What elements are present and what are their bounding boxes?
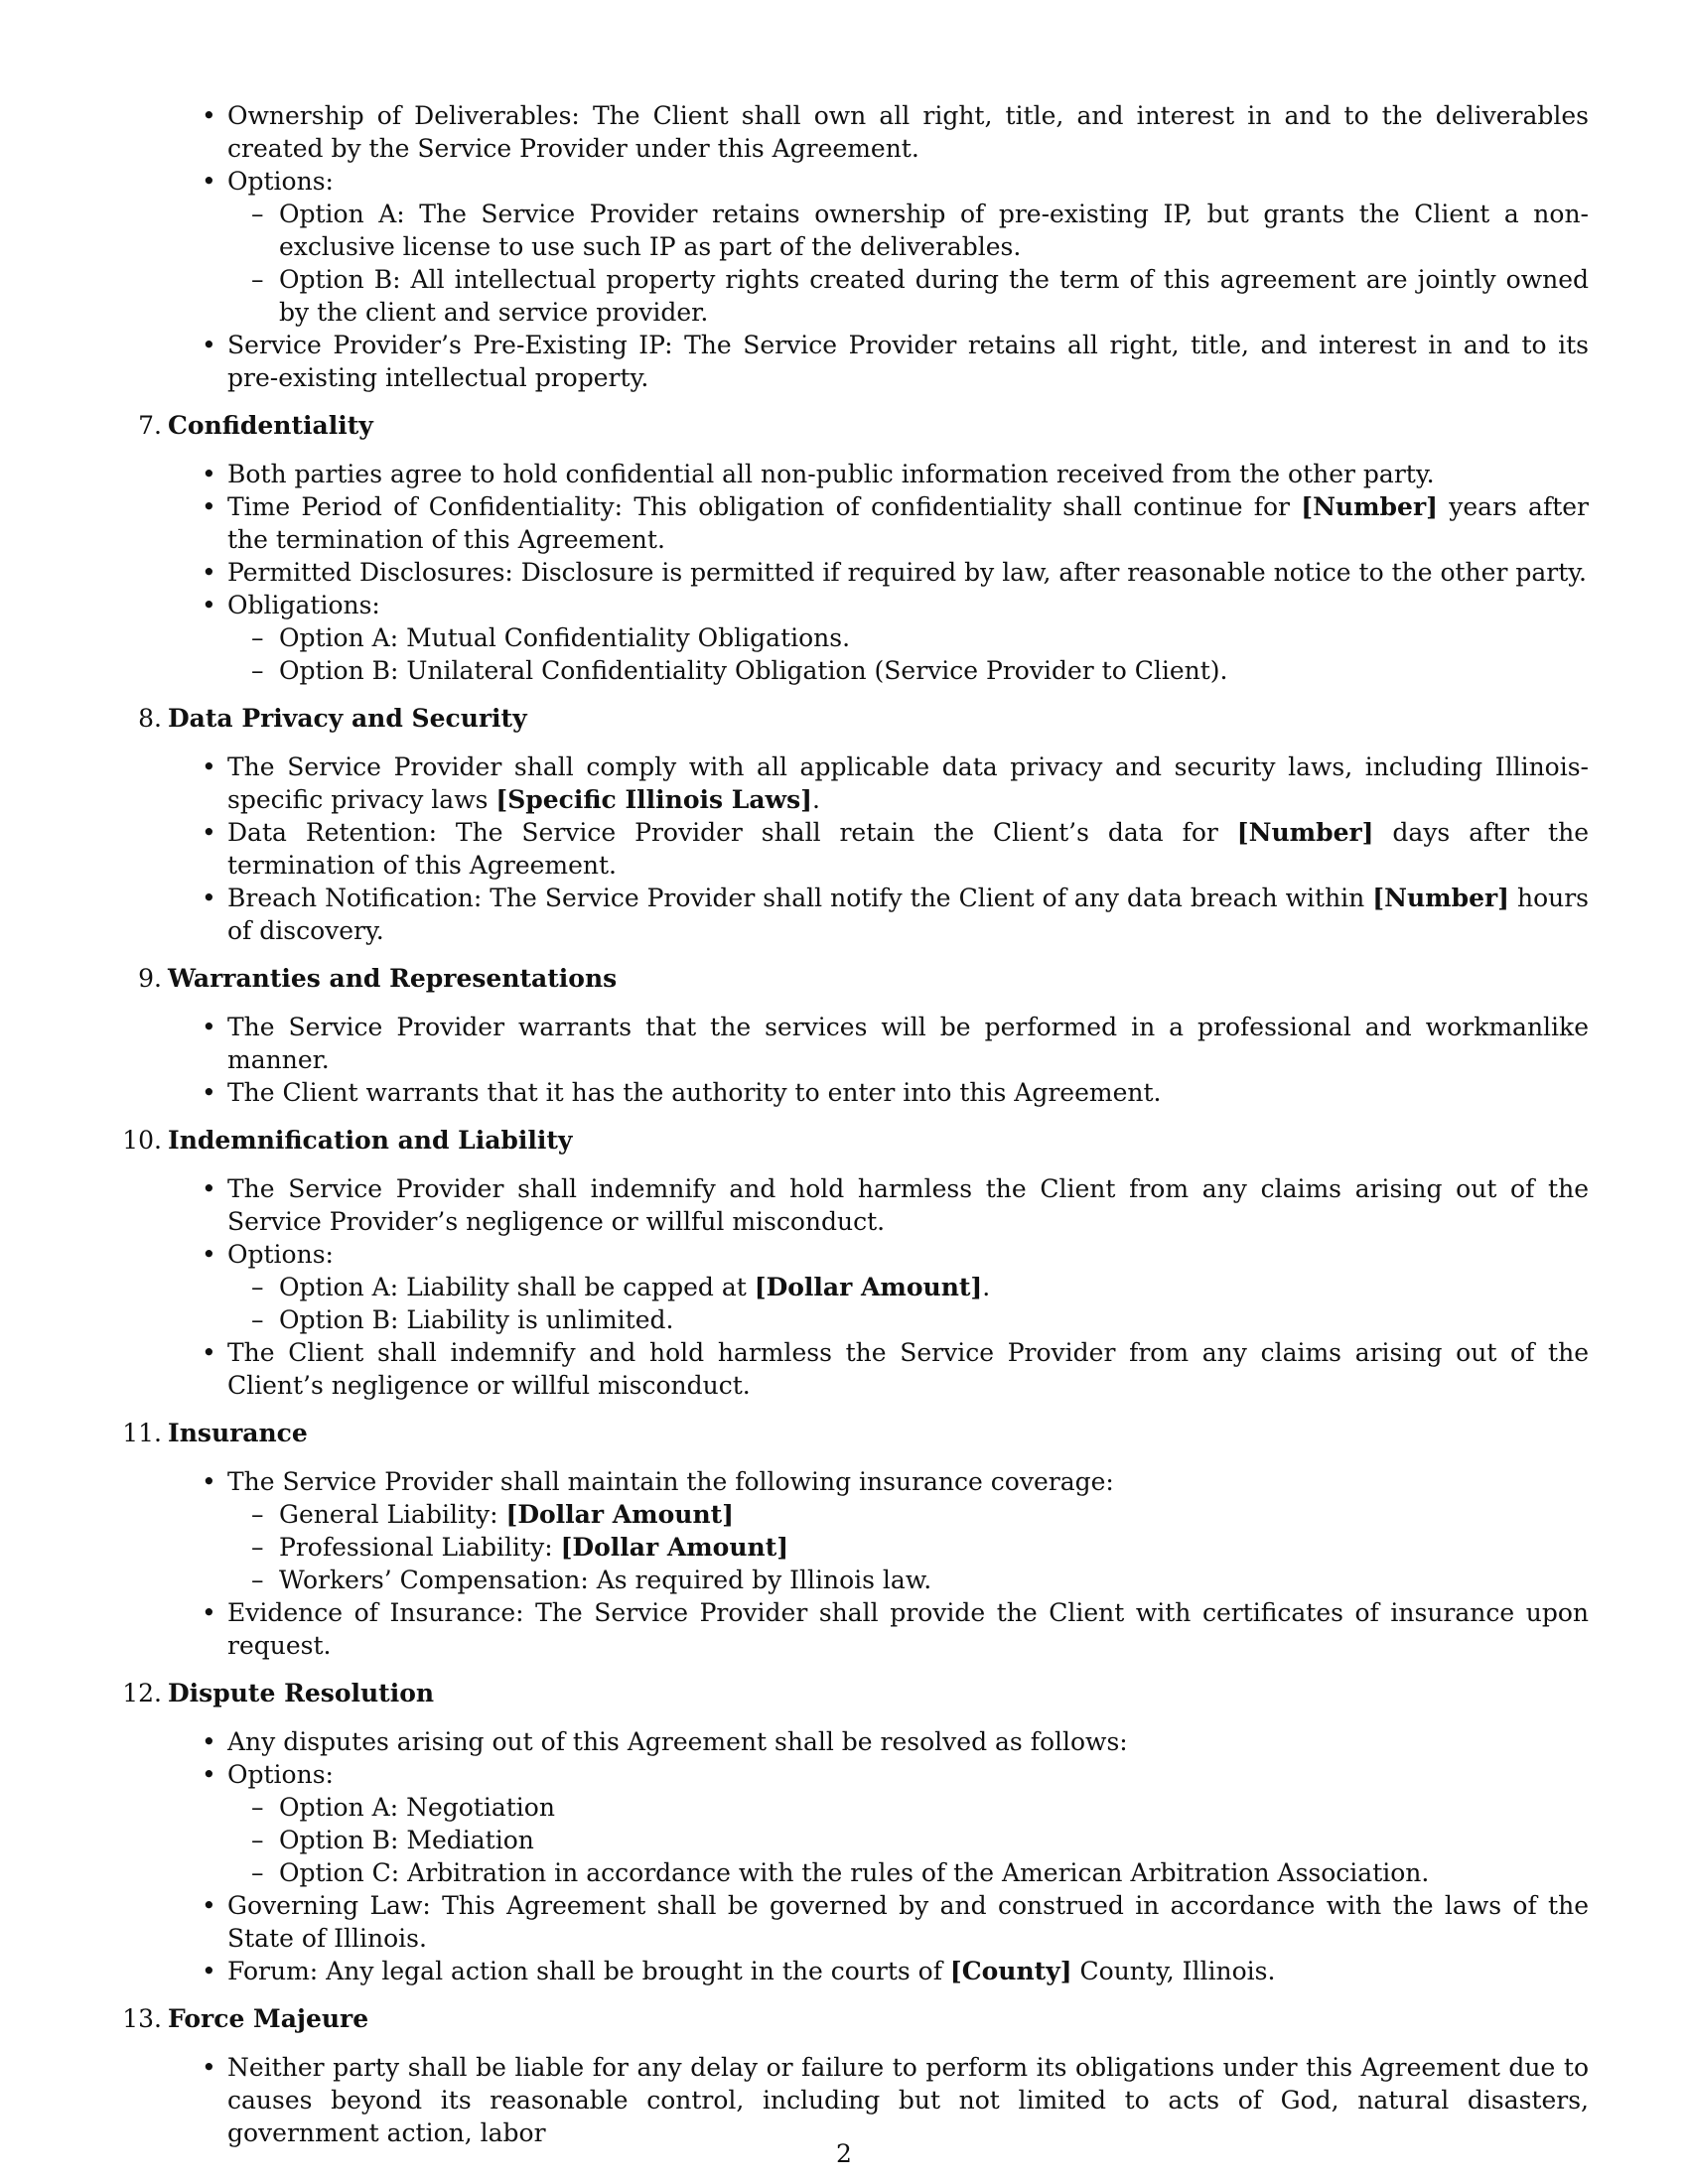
item-text: Data Retention: The Service Provider shall retain the Client’s data for <box>227 818 1237 847</box>
item-text: Option B: All intellectual property rights created during the term of this agreement are jointly owned by the client and service provider. <box>279 265 1589 327</box>
section-number: 7. <box>138 411 162 440</box>
bullet-marker: • <box>202 1240 216 1269</box>
bullet-marker: • <box>202 331 216 359</box>
sub-list-item <box>251 1498 1589 1531</box>
page-number: 2 <box>836 2139 852 2168</box>
item-text: Forum: Any legal action shall be brought in the courts of <box>227 1957 950 1985</box>
bullet-marker: • <box>202 2053 216 2082</box>
item-text: Options: <box>227 1760 334 1789</box>
dash-marker: – <box>251 1500 264 1529</box>
section-number: 9. <box>138 964 162 993</box>
list-item <box>202 329 1589 394</box>
section <box>0 2002 1688 2149</box>
item-text: Neither party shall be liable for any delay or failure to perform its obligations under this Agreement due to causes beyond its reasonable control, including but not limited to acts of God, natural disasters, government action, labor <box>227 2053 1589 2147</box>
sections-container <box>0 409 1688 2149</box>
bullet-marker: • <box>202 591 216 619</box>
placeholder-field: [Number] <box>1372 884 1509 912</box>
item-text: The Service Provider shall comply with all applicable data privacy and security laws, including Illinois-specific privacy laws <box>227 752 1589 814</box>
dash-marker: – <box>251 656 264 685</box>
list-item <box>202 99 1589 165</box>
list-item <box>202 589 1589 621</box>
bullet-marker: • <box>202 1598 216 1627</box>
item-text-after: County, Illinois. <box>1071 1957 1276 1985</box>
item-text-after: years after the termination of this Agreement. <box>227 492 1590 554</box>
bullet-marker: • <box>202 1727 216 1756</box>
section-heading <box>122 2002 1688 2035</box>
bullet-marker: • <box>202 884 216 912</box>
dash-marker: – <box>251 1273 264 1301</box>
section <box>0 962 1688 1109</box>
dash-marker: – <box>251 1305 264 1334</box>
section-number: 12. <box>122 1679 162 1707</box>
item-text-after: . <box>982 1273 991 1301</box>
item-text: Evidence of Insurance: The Service Provider shall provide the Client with certificates of insurance upon request. <box>227 1598 1589 1660</box>
sub-list-item <box>251 1531 1589 1564</box>
document-page <box>0 99 1688 2149</box>
sub-list-item <box>251 1856 1589 1889</box>
item-text: Governing Law: This Agreement shall be governed by and construed in accordance with the laws of the State of Illinois. <box>227 1891 1589 1953</box>
section-heading <box>138 409 1688 442</box>
bullet-marker: • <box>202 167 216 196</box>
sub-list-item <box>251 621 1589 654</box>
list-item <box>202 816 1590 882</box>
ip-ownership-continued <box>0 99 1688 394</box>
bullet-marker: • <box>202 460 216 488</box>
bullet-marker: • <box>202 752 216 781</box>
placeholder-field: [Dollar Amount] <box>505 1500 735 1529</box>
dash-marker: – <box>251 1793 264 1822</box>
bullet-marker: • <box>202 1760 216 1789</box>
list-item <box>202 1725 1589 1758</box>
sub-list-item <box>251 198 1589 263</box>
bullet-marker: • <box>202 1957 216 1985</box>
sub-list-item <box>251 1271 1589 1303</box>
list-item <box>202 1011 1589 1076</box>
list-item <box>202 751 1589 816</box>
section-heading <box>122 1677 1688 1709</box>
sub-list-item <box>251 1791 1589 1824</box>
dash-marker: – <box>251 1566 264 1594</box>
dash-marker: – <box>251 1826 264 1854</box>
section-title: Force Majeure <box>168 2004 369 2033</box>
list-item <box>202 1955 1589 1987</box>
bullet-marker: • <box>202 101 216 130</box>
bullet-marker: • <box>202 1174 216 1203</box>
dash-marker: – <box>251 623 264 652</box>
list-item <box>202 458 1589 490</box>
item-text-after: hours of discovery. <box>227 884 1590 945</box>
list-item <box>202 1336 1589 1402</box>
list-item <box>202 1889 1589 1955</box>
bullet-marker: • <box>202 1338 216 1367</box>
section-title: Confidentiality <box>168 411 373 440</box>
section-number: 11. <box>122 1419 162 1447</box>
dash-marker: – <box>251 265 264 294</box>
bullet-marker: • <box>202 1467 216 1496</box>
list-item <box>202 1758 1589 1791</box>
item-text: Option A: The Service Provider retains ownership of pre-existing IP, but grants the Client a non-exclusive license to use such IP as part of the deliverables. <box>279 200 1589 261</box>
item-text: Option A: Mutual Confidentiality Obligations. <box>279 623 851 652</box>
item-text: The Service Provider shall maintain the following insurance coverage: <box>227 1467 1114 1496</box>
item-text: Service Provider’s Pre-Existing IP: The Service Provider retains all right, title, and interest in and to its pre-existing intellectual property. <box>227 331 1589 392</box>
bullet-marker: • <box>202 558 216 587</box>
section-heading <box>122 1124 1688 1157</box>
placeholder-field: [Number] <box>1301 492 1438 521</box>
placeholder-field: [Dollar Amount] <box>754 1273 983 1301</box>
placeholder-field: [Dollar Amount] <box>560 1533 789 1562</box>
item-text: Ownership of Deliverables: The Client shall own all right, title, and interest in and to the deliverables created by the Service Provider under this Agreement. <box>227 101 1589 163</box>
sub-list-item <box>251 1824 1589 1856</box>
item-text: The Service Provider shall indemnify and hold harmless the Client from any claims arising out of the Service Provider’s negligence or willful misconduct. <box>227 1174 1589 1236</box>
bullet-marker: • <box>202 1013 216 1041</box>
list-item <box>202 165 1589 198</box>
section-title: Dispute Resolution <box>168 1679 435 1707</box>
item-text: Breach Notification: The Service Provider shall notify the Client of any data breach within <box>227 884 1373 912</box>
list-item <box>202 1076 1589 1109</box>
section-number: 13. <box>122 2004 162 2033</box>
item-text-after: . <box>811 785 820 814</box>
item-text: Both parties agree to hold confidential all non-public information received from the other party. <box>227 460 1435 488</box>
list-item <box>202 490 1590 556</box>
placeholder-field: [Number] <box>1236 818 1374 847</box>
section <box>0 1417 1688 1662</box>
list-item <box>202 1238 1589 1271</box>
item-text: General Liability: <box>279 1500 506 1529</box>
section-heading <box>138 962 1688 995</box>
item-text: Obligations: <box>227 591 380 619</box>
item-text: Option B: Mediation <box>279 1826 534 1854</box>
item-text: Options: <box>227 1240 334 1269</box>
item-text: Option A: Liability shall be capped at <box>279 1273 755 1301</box>
placeholder-field: [Specific Illinois Laws] <box>495 785 812 814</box>
item-text: Any disputes arising out of this Agreement shall be resolved as follows: <box>227 1727 1128 1756</box>
section-title: Warranties and Representations <box>168 964 618 993</box>
item-text: Permitted Disclosures: Disclosure is permitted if required by law, after reasonable notice to the other party. <box>227 558 1588 587</box>
section-title: Data Privacy and Security <box>168 704 527 733</box>
list-item <box>202 556 1589 589</box>
sub-list-item <box>251 263 1589 329</box>
sub-list-item <box>251 654 1589 687</box>
section <box>0 702 1688 947</box>
section-heading <box>122 1417 1688 1449</box>
section-number: 8. <box>138 704 162 733</box>
section-title: Indemnification and Liability <box>168 1126 573 1155</box>
list-item <box>202 1596 1589 1662</box>
section-number: 10. <box>122 1126 162 1155</box>
bullet-marker: • <box>202 1078 216 1107</box>
bullet-marker: • <box>202 1891 216 1920</box>
item-text: The Service Provider warrants that the services will be performed in a professional and workmanlike manner. <box>227 1013 1589 1074</box>
item-text: Option A: Negotiation <box>279 1793 555 1822</box>
section <box>0 1124 1688 1402</box>
item-text: Time Period of Confidentiality: This obligation of confidentiality shall continue for <box>227 492 1302 521</box>
item-text: The Client shall indemnify and hold harmless the Service Provider from any claims arising out of the Client’s negligence or willful misconduct. <box>227 1338 1589 1400</box>
item-text: Professional Liability: <box>279 1533 561 1562</box>
list-item <box>202 1465 1589 1498</box>
section-title: Insurance <box>168 1419 308 1447</box>
item-text: Workers’ Compensation: As required by Illinois law. <box>279 1566 932 1594</box>
item-text: Option B: Liability is unlimited. <box>279 1305 674 1334</box>
item-text-after: days after the termination of this Agreement. <box>227 818 1590 880</box>
item-text: Options: <box>227 167 334 196</box>
item-text: Option B: Unilateral Confidentiality Obligation (Service Provider to Client). <box>279 656 1228 685</box>
sub-list-item <box>251 1303 1589 1336</box>
section <box>0 409 1688 687</box>
item-text: The Client warrants that it has the authority to enter into this Agreement. <box>227 1078 1162 1107</box>
dash-marker: – <box>251 1858 264 1887</box>
list-item <box>202 882 1590 947</box>
dash-marker: – <box>251 1533 264 1562</box>
list-item <box>202 1172 1589 1238</box>
section <box>0 1677 1688 1987</box>
item-text: Option C: Arbitration in accordance with the rules of the American Arbitration Association. <box>279 1858 1430 1887</box>
section-heading <box>138 702 1688 735</box>
list-item <box>202 2051 1589 2149</box>
bullet-marker: • <box>202 818 216 847</box>
bullet-marker: • <box>202 492 216 521</box>
sub-list-item <box>251 1564 1589 1596</box>
dash-marker: – <box>251 200 264 228</box>
placeholder-field: [County] <box>949 1957 1072 1985</box>
